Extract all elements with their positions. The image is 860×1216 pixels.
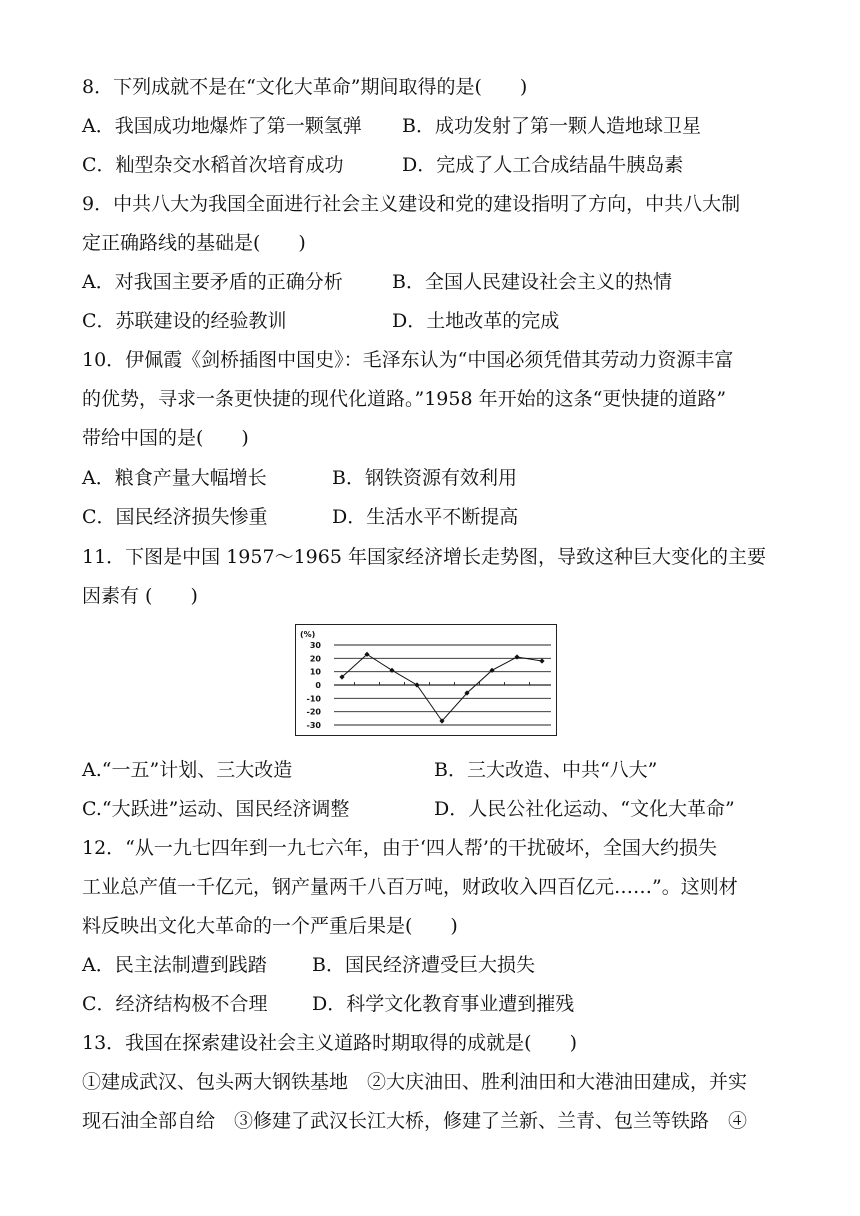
question-12-text-line-2: 工业总产值一千亿元，钢产量两千八百万吨，财政收入四百亿元……”。这则材 — [82, 876, 738, 898]
question-13-text-line-1: 13．我国在探索建设社会主义道路时期取得的成就是( ) — [82, 1032, 578, 1054]
question-9-text-line-2: 定正确路线的基础是( ) — [82, 232, 306, 254]
q10-option-c: C．国民经济损失惨重 — [82, 506, 268, 528]
question-13-text-line-2: ①建成武汉、包头两大钢铁基地 ②大庆油田、胜利油田和大港油田建成，并实 — [82, 1071, 748, 1093]
chart-series-line — [342, 654, 542, 721]
q12-option-a: A．民主法制遭到践踏 — [82, 954, 267, 976]
question-11-text-line-1: 11．下图是中国 1957～1965 年国家经济增长走势图，导致这种巨大变化的主要 — [82, 546, 766, 568]
q11-option-c: C.“大跃进”运动、国民经济调整 — [82, 798, 350, 820]
q12-option-d: D．科学文化教育事业遭到摧残 — [312, 993, 575, 1015]
chart-tick-label: -10 — [306, 694, 321, 704]
chart-tick-label: 10 — [309, 667, 321, 677]
chart-data-point — [514, 654, 519, 659]
q10-option-b: B．钢铁资源有效利用 — [332, 467, 517, 489]
q9-option-b: B．全国人民建设社会主义的热情 — [392, 271, 672, 293]
question-10-text-line-3: 带给中国的是( ) — [82, 427, 249, 449]
q11-option-a: A.“一五”计划、三大改造 — [82, 759, 293, 781]
q10-option-a: A．粮食产量大幅增长 — [82, 467, 267, 489]
question-10-text-line-1: 10．伊佩霞《剑桥插图中国史》：毛泽东认为“中国必须凭借其劳动力资源丰富 — [82, 349, 734, 371]
question-9-text-line-1: 9．中共八大为我国全面进行社会主义建设和党的建设指明了方向，中共八大制 — [82, 193, 741, 215]
q8-option-c: C．籼型杂交水稻首次培育成功 — [82, 154, 344, 176]
chart-tick-label: -30 — [306, 721, 321, 730]
q9-option-a: A．对我国主要矛盾的正确分析 — [82, 271, 343, 293]
q11-option-d: D．人民公社化运动、“文化大革命” — [434, 798, 735, 820]
q10-option-d: D．生活水平不断提高 — [332, 506, 519, 528]
question-12-text-line-1: 12．“从一九七四年到一九七六年，由于‘四人帮’的干扰破坏，全国大约损失 — [82, 837, 717, 859]
chart-tick-label: 20 — [309, 654, 321, 664]
q11-option-b: B．三大改造、中共“八大” — [434, 759, 658, 781]
question-13-text-line-3: 现石油全部自给 ③修建了武汉长江大桥，修建了兰新、兰青、包兰等铁路 ④ — [82, 1110, 748, 1132]
q12-option-b: B．国民经济遭受巨大损失 — [312, 954, 535, 976]
economic-growth-chart — [295, 624, 557, 736]
q9-option-d: D．土地改革的完成 — [392, 310, 560, 332]
question-12-text-line-3: 料反映出文化大革命的一个严重后果是( ) — [82, 915, 458, 937]
q12-option-c: C．经济结构极不合理 — [82, 993, 268, 1015]
question-10-text-line-2: 的优势，寻求一条更快捷的现代化道路。”1958 年开始的这条“更快捷的道路” — [82, 388, 727, 410]
q9-option-c: C．苏联建设的经验教训 — [82, 310, 287, 332]
chart-data-point — [539, 658, 544, 663]
question-8-text: 8．下列成就不是在“文化大革命”期间取得的是( ) — [82, 76, 528, 98]
q8-option-b: B．成功发射了第一颗人造地球卫星 — [402, 115, 701, 137]
chart-tick-label: -20 — [306, 707, 321, 717]
q8-option-a: A．我国成功地爆炸了第一颗氢弹 — [82, 115, 362, 137]
chart-tick-label: 30 — [309, 641, 321, 650]
chart-tick-label: 0 — [315, 681, 321, 690]
chart-unit-label: (%) — [300, 630, 316, 639]
question-11-text-line-2: 因素有 ( ) — [82, 585, 198, 607]
chart-data-point — [389, 668, 394, 673]
q8-option-d: D．完成了人工合成结晶牛胰岛素 — [402, 154, 684, 176]
chart-canvas — [296, 625, 555, 734]
